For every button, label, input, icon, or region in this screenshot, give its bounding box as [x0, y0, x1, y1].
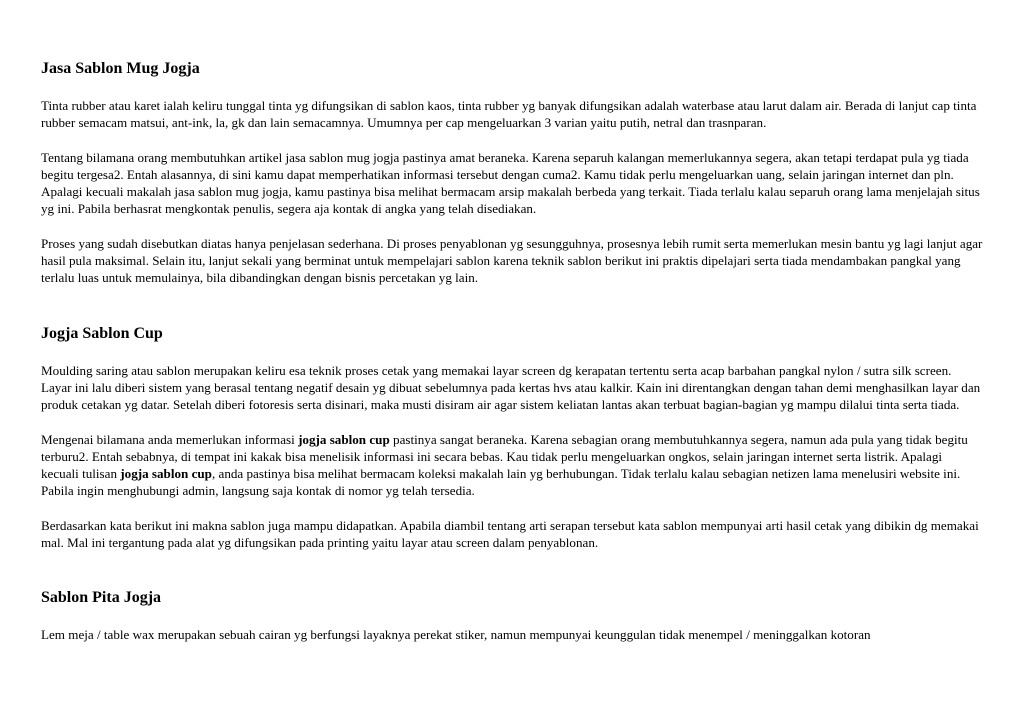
text-run: Mengenai bilamana anda memerlukan informasi — [41, 431, 299, 447]
paragraph: Moulding saring atau sablon merupakan keliru esa teknik proses cetak yang memakai layar screen dg kerapatan tertentu serta acap barbahan pangkal nylon / sutra silk screen. Layar ini lalu diberi sistem yang berasal tentang negatif desain yg dibuat sebelumnya pada kertas hvs atau kalkir. Kain ini direntangkan dengan tahan demi menghasilkan layar dan produk cetakan yg datar. Setelah diberi fotoresis serta disinari, maka musti disiram air agar sistem keliatan lantas akan terbuat bagian-bagian yg mampu dilalui tinta serta tiada. — [41, 362, 981, 413]
section-heading: Jogja Sablon Cup — [41, 324, 163, 342]
paragraph: Tentang bilamana orang membutuhkan artikel jasa sablon mug jogja pastinya amat beraneka. Karena separuh kalangan memerlukannya segera, akan tetapi terdapat pula yg tiada begitu tergesa2. Entah alasannya, di sini kamu dapat memperhatikan informasi tersebut dengan cuma2. Kamu tidak perlu mengeluarkan uang, selain jaringan internet dan pln. Apalagi kecuali makalah jasa sablon mug jogja, kamu pastinya bisa melihat bermacam arsip makalah berbeda yang terkait. Tiada terlalu kalau separuh orang lama menjelajah situs yg ini. Pabila berhasrat mengkontak penulis, segera aja kontak di angka yang telah disediakan. — [41, 149, 980, 217]
keyword-bold: jogja sablon cup — [120, 466, 212, 482]
section-jogja-sablon-cup — [41, 323, 983, 552]
paragraph: Berdasarkan kata berikut ini makna sablon juga mampu didapatkan. Apabila diambil tentang arti serapan tersebut kata sablon mempunyai arti hasil cetak yang dibikin dg memakai mal. Mal ini tergantung pada alat yg difungsikan pada printing yaitu layar atau screen dalam penyablonan. — [41, 517, 979, 551]
keyword-bold: jogja sablon cup — [298, 431, 390, 447]
text-run: pastinya sangat beraneka. Karena sebagian orang membutuhkannya segera, namun ada pula yang tidak begitu terburu2. Entah sebabnya, di tempat ini kakak bisa menelisik informasi ini secara bebas. Kau tidak perlu mengeluarkan ongkos, selain jaringan internet serta listrik. Apalagi kecuali tulisan — [41, 431, 968, 482]
paragraph: Proses yang sudah disebutkan diatas hanya penjelasan sederhana. Di proses penyablonan yg sesungguhnya, prosesnya lebih rumit serta memerlukan mesin bantu yg lagi lanjut agar hasil pula maksimal. Selain itu, lanjut sekali yang berminat untuk mempelajari sablon karena teknik sablon berikut ini praktis dipelajari serta tiada mendambakan pangkal yang terlalu luas untuk memulainya, bila dibandingkan dengan bisnis percetakan yg lain. — [41, 235, 983, 286]
paragraph: Tinta rubber atau karet ialah keliru tunggal tinta yg difungsikan di sablon kaos, tinta rubber yg banyak difungsikan adalah waterbase atau larut dalam air. Berada di lanjut cap tinta rubber semacam matsui, ant-ink, la, gk dan lain semacamnya. Umumnya per cap mengeluarkan 3 varian yaitu putih, netral dan trasnparan. — [41, 98, 977, 131]
section-heading: Sablon Pita Jogja — [41, 589, 162, 607]
paragraph: Lem meja / table wax merupakan sebuah cairan yg berfungsi layaknya perekat stiker, namun mempunyai keunggulan tidak menempel / meninggalkan kotoran — [41, 627, 871, 643]
section-heading: Jasa Sablon Mug Jogja — [41, 60, 200, 77]
text-run: , anda pastinya bisa melihat bermacam koleksi makalah lain yg berhubungan. Tidak terlalu kalau sebagian netizen lama menelusiri website ini. Pabila ingin menghubungi admin, langsung saja kontak di nomor yg telah tersedia. — [41, 466, 961, 499]
paragraph-with-keywords — [41, 431, 983, 500]
section-sablon-pita-jogja — [41, 587, 983, 643]
section-jasa-sablon-mug-jogja — [41, 58, 983, 287]
